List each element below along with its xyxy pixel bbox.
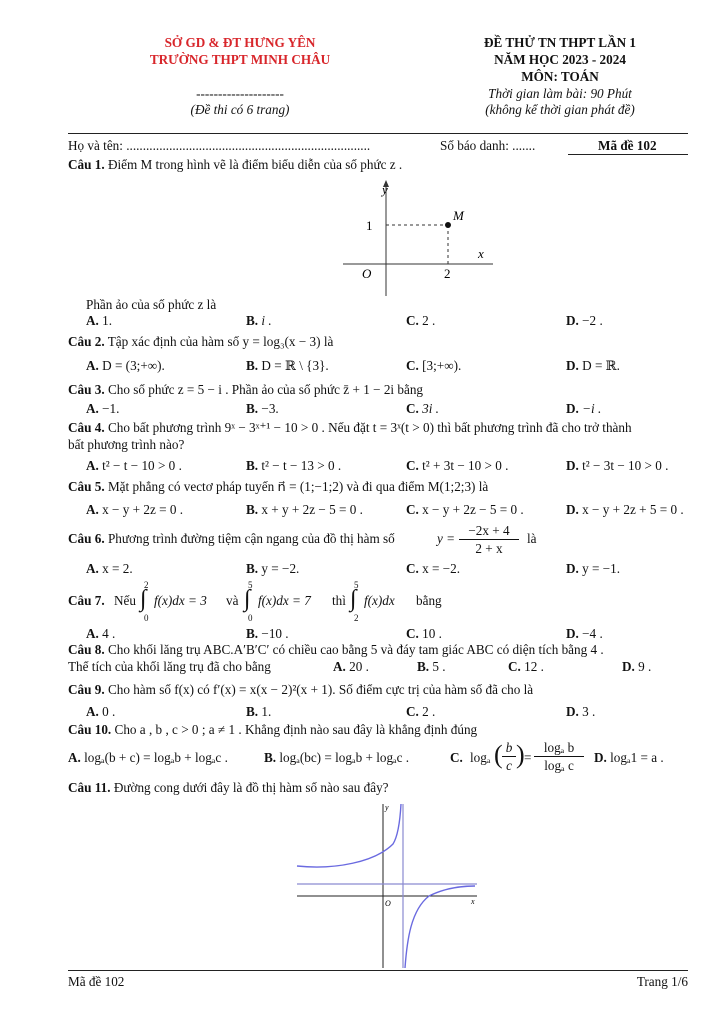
q11-left-branch [297, 804, 401, 867]
question-9: Câu 9. Cho hàm số f(x) có f′(x) = x(x − 2)²(x + 1). Số điểm cực trị của hàm số đã cho là [68, 682, 534, 697]
student-id-field: Số báo danh: ....... [440, 138, 536, 153]
q5-option-c: C. x − y + 2z − 5 = 0 . [406, 502, 524, 517]
question-4: Câu 4. Cho bất phương trình 9ˣ − 3ˣ⁺¹ − 10 > 0 . Nếu đặt t = 3ˣ(t > 0) thì bất phương trình đã cho trở thành [68, 420, 632, 435]
question-7: Câu 7. Nếu 2 ∫ 0 f(x)dx = 3 và 5 ∫ 0 f(x)dx = 7 thì 5 ∫ 2 f(x)dx bằng [68, 580, 442, 623]
q9-option-b: B. 1. [246, 704, 272, 719]
q8-option-b: B. 5 . [417, 659, 446, 674]
footer-rule [68, 970, 688, 971]
exam-title: ĐỀ THỬ TN THPT LẦN 1 [483, 35, 637, 50]
q3-option-b: B. −3. [246, 401, 279, 416]
q2-option-d: D. D = ℝ. [566, 358, 620, 373]
code-underline [568, 154, 688, 155]
q6-option-d: D. y = −1. [566, 561, 621, 576]
q1-subtext: Phần ảo của số phức z là [86, 297, 217, 312]
school-dept: SỞ GD & ĐT HƯNG YÊN [164, 35, 316, 50]
student-name-field: Họ và tên: .......................................................................... [68, 138, 371, 153]
q10-option-d: D. logₐ1 = a . [594, 750, 664, 765]
q9-option-a: A. 0 . [86, 704, 116, 719]
exam-code: Mã đề 102 [598, 138, 657, 153]
q6-option-b: B. y = −2. [246, 561, 300, 576]
q5-option-b: B. x + y + 2z − 5 = 0 . [246, 502, 363, 517]
q7-option-b: B. −10 . [246, 626, 289, 641]
q1-option-d: D. −2 . [566, 313, 603, 328]
q3-option-d: D. −i . [566, 401, 602, 416]
q4-option-a: A. t² − t − 10 > 0 . [86, 458, 182, 473]
q11-origin: O [385, 899, 391, 908]
header-separator: -------------------- [196, 86, 284, 101]
q3-option-c: C. 3i . [406, 401, 439, 416]
q8-option-d: D. 9 . [622, 659, 652, 674]
q4-option-c: C. t² + 3t − 10 > 0 . [406, 458, 509, 473]
question-11: Câu 11. Đường cong dưới đây là đồ thị hàm số nào sau đây? [68, 780, 389, 795]
question-6: Câu 6. Phương trình đường tiệm cận ngang của đồ thị hàm số [68, 531, 395, 546]
q8-option-c: C. 12 . [508, 659, 544, 674]
question-10: Câu 10. Cho a , b , c > 0 ; a ≠ 1 . Khẳng định nào sau đây là khẳng định đúng [68, 722, 478, 737]
q2-option-a: A. D = (3;+∞). [86, 358, 165, 373]
page-count: (Đề thi có 6 trang) [190, 102, 290, 117]
q11-y-label: y [385, 803, 389, 812]
q1-y-label: y [382, 182, 388, 197]
q7-option-c: C. 10 . [406, 626, 442, 641]
q2-option-c: C. [3;+∞). [406, 358, 462, 373]
top-rule [68, 133, 688, 134]
question-8: Câu 8. Cho khối lăng trụ ABC.A′B′C′ có chiều cao bằng 5 và đáy tam giác ABC có diện tích bằng 4 . [68, 642, 604, 657]
q1-option-a: A. 1. [86, 313, 113, 328]
question-8-cont: Thể tích của khối lăng trụ đã cho bằng [68, 659, 271, 674]
footer-code: Mã đề 102 [68, 974, 125, 989]
q9-option-d: D. 3 . [566, 704, 596, 719]
q7-option-a: A. 4 . [86, 626, 116, 641]
q1-point-m: M [453, 208, 464, 223]
q8-option-a: A. 20 . [333, 659, 369, 674]
q1-option-b: B. i . [246, 313, 272, 328]
q1-x-label: x [478, 246, 484, 261]
school-name: TRƯỜNG THPT MINH CHÂU [149, 52, 331, 67]
q10-option-b: B. logₐ(bc) = logₐb + logₐc . [264, 750, 410, 765]
q4-option-d: D. t² − 3t − 10 > 0 . [566, 458, 669, 473]
page-number: Trang 1/6 [636, 974, 688, 989]
q10-option-a: A. logₐ(b + c) = logₐb + logₐc . [68, 750, 228, 765]
question-4-cont: bất phương trình nào? [68, 437, 185, 452]
q7-option-d: D. −4 . [566, 626, 603, 641]
q1-tick-2: 2 [444, 266, 451, 281]
q4-option-b: B. t² − t − 13 > 0 . [246, 458, 342, 473]
q9-option-c: C. 2 . [406, 704, 436, 719]
q6-option-a: A. x = 2. [86, 561, 133, 576]
question-5: Câu 5. Mặt phẳng có vectơ pháp tuyến n⃗ = (1;−1;2) và đi qua điểm M(1;2;3) là [68, 479, 489, 494]
time-limit: Thời gian làm bài: 90 Phút [488, 86, 632, 101]
q5-option-d: D. x − y + 2z + 5 = 0 . [566, 502, 684, 517]
q3-option-a: A. −1. [86, 401, 120, 416]
question-1: Câu 1. Điểm M trong hình vẽ là điểm biểu diễn của số phức z . [68, 157, 403, 172]
q1-option-c: C. 2 . [406, 313, 436, 328]
q10-option-c: C. logₐ ( b c ) = logₐ b logₐ c [450, 738, 590, 778]
q1-tick-1: 1 [366, 218, 373, 233]
q11-x-label: x [471, 897, 475, 906]
q6-option-c: C. x = −2. [406, 561, 461, 576]
q1-figure [338, 178, 498, 298]
q2-option-b: B. D = ℝ \ {3}. [246, 358, 329, 373]
q11-graph [295, 800, 480, 970]
question-2: Câu 2. Tập xác định của hàm số y = log₃(x − 3) là [68, 334, 334, 349]
q1-origin: O [362, 266, 372, 281]
time-note: (không kể thời gian phát đề) [485, 102, 635, 117]
subject: MÔN: TOÁN [521, 69, 599, 84]
school-year: NĂM HỌC 2023 - 2024 [494, 52, 626, 67]
question-3: Câu 3. Cho số phức z = 5 − i . Phần ảo của số phức z̄ + 1 − 2i bằng [68, 382, 424, 397]
q5-option-a: A. x − y + 2z = 0 . [86, 502, 184, 517]
q11-right-branch [405, 886, 475, 968]
